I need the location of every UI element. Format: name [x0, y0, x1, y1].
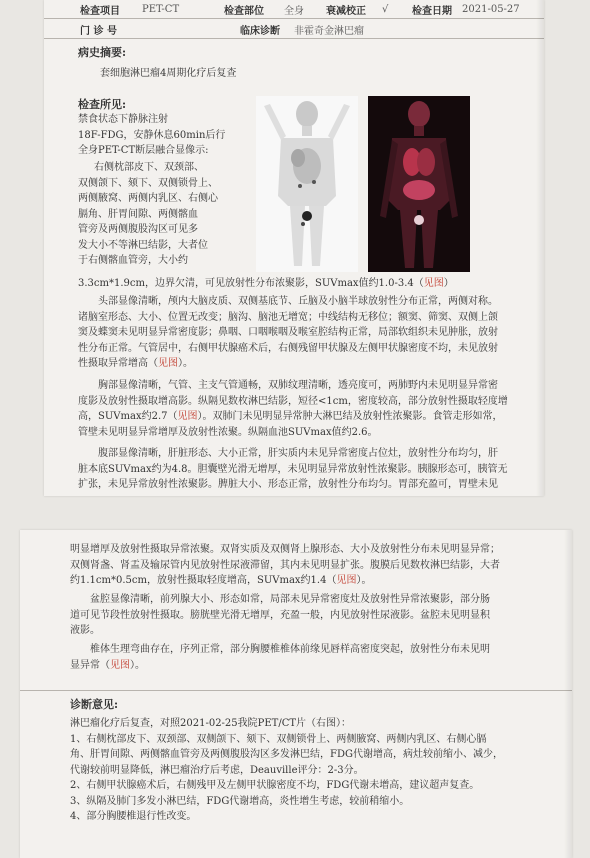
method-text: 禁食状态下静脉注射 18F-FDG，安静休息60min后行 全身PET-CT断层融合显像示: — [78, 114, 226, 156]
header-row — [44, 2, 544, 16]
exam-date-value: 2021-05-27 — [462, 3, 520, 15]
clinical-diagnosis-value: 非霍奇金淋巴瘤 — [294, 25, 364, 37]
spine-findings: 椎体生理弯曲存在，序列正常，部分胸腰椎椎体前缘见唇样高密度突起，放射性分布未见明 显异常（见图）。 — [70, 644, 490, 671]
pet-body-silhouette-icon — [256, 96, 358, 272]
abdomen-findings: 腹部显像清晰，肝脏形态、大小正常，肝实质内未见异常密度占位灶，放射性分布均匀，肝 脏本底SUVmax约为4.8。胆囊壁光滑无增厚，未见明显异常放射性浓聚影。胰腺形态可，胰管无 扩张，未见异常放射性浓聚影。脾脏大小、形态正常，放射性分布均匀。胃部充盈可，胃壁未见 — [78, 448, 508, 490]
report-page-1 — [44, 0, 544, 496]
exam-item-label: 检查项目 — [80, 5, 120, 17]
divider — [20, 690, 572, 691]
exam-date-label: 检查日期 — [412, 5, 452, 17]
pet-fusion-body-icon — [368, 96, 470, 272]
pet-mip-image — [256, 96, 358, 272]
divider — [44, 38, 544, 39]
exam-part-label: 检查部位 — [224, 5, 264, 17]
clinic-number-label: 门 诊 号 — [80, 25, 117, 37]
abdomen-continued: 明显增厚及放射性摄取异常浓聚。双肾实质及双侧肾上腺形态、大小及放射性分布未见明显异常； 双侧肾盏、肾盂及输尿管内见放射性尿液滞留，其内未见明显扩张。腹膜后见数枚淋巴结影，大者 约1.1cm*0.5cm，放射性摄取轻度增高，SUVmax约1.4（见图）。 — [70, 544, 500, 586]
report-page-2 — [20, 530, 572, 858]
exam-part-value: 全身 — [284, 5, 304, 17]
head-findings: 头部显像清晰，颅内大脑皮质、双侧基底节、丘脑及小脑半球放射性分布正常，两侧对称。 诸脑室形态、大小、位置无改变；脑沟、脑池无增宽；中线结构无移位；额窦、筛窦、双侧上颌 窦及蝶窦未见明显异常密度影；鼻咽、口咽喉咽及喉室腔结构正常，局部软组织未见肿胀，放射 性分布正常。气管居中，右侧甲状腺癌术后，右侧残留甲状腺及左侧甲状腺密度不均，未见放射 性摄取异常增高（见图）。 — [78, 296, 498, 369]
lesion-text: 右侧枕部皮下、双颈部、 双侧颌下、颏下、双侧锁骨上、 两侧腋窝、两侧内乳区、右侧心 膈角、肝胃间隙、两侧髂血 管旁及两侧腹股沟区可见多 发大小不等淋巴结影，大者位 于右侧髂血管旁，大小约 — [78, 162, 218, 266]
decay-correction-value: √ — [382, 3, 389, 15]
pelvis-findings: 盆腔显像清晰，前列腺大小、形态如常，局部未见异常密度灶及放射性异常浓聚影，部分肠 道可见节段性放射性摄取。膀胱壁光滑无增厚，充盈一般，内见放射性尿液影。盆腔未见明显积 液影。 — [70, 594, 490, 636]
impression-title: 诊断意见: — [70, 698, 119, 711]
decay-correction-label: 衰减校正 — [326, 5, 366, 17]
pet-fusion-image — [368, 96, 470, 272]
divider — [44, 18, 544, 19]
exam-item-value: PET-CT — [142, 3, 180, 15]
impression-text: 淋巴瘤化疗后复查，对照2021-02-25我院PET/CT片（右图）： 1、右侧枕部皮下、双颈部、双侧颌下、颏下、双侧锁骨上、两侧腋窝、两侧内乳区、右侧心膈 角、肝胃间隙、两侧髂血管旁及两侧腹股沟区多发淋巴结，FDG代谢增高，病灶较前缩小、减少， 代谢较前明显降低，淋巴瘤治疗后考虑，Deauville评分：2-3分。 2、右侧甲状腺癌术后，右侧残甲及左侧甲状腺密度不均，FDG代谢未增高，建议超声复查。 3、纵隔及肺门多发小淋巴结，FDG代谢增高，炎性增生考虑，较前稍缩小。 4、部分胸腰椎退行性改变。 — [70, 718, 503, 822]
findings-title: 检查所见: — [78, 98, 127, 111]
clinical-diagnosis-label: 临床诊断 — [240, 25, 280, 37]
lesion-last-line: 3.3cm*1.9cm，边界欠清，可见放射性分布浓聚影，SUVmax值约1.0-3.4（见图） — [78, 278, 454, 289]
see-image-link: 见图 — [423, 278, 444, 289]
chest-findings: 胸部显像清晰，气管、主支气管通畅，双肺纹理清晰，透亮度可，两肺野内未见明显异常密 度影及放射性摄取增高影。纵隔见数枚淋巴结影，短径<1cm，密度较高，部分放射性摄取轻度增 高，SUVmax约2.7（见图）。双肺门未见明显异常肿大淋巴结及放射性浓聚影。食管走形如常， 管壁未见明显异常增厚及放射性浓聚。纵隔血池SUVmax值约2.6。 — [78, 380, 508, 438]
history-text: 套细胞淋巴瘤4周期化疗后复查 — [100, 68, 237, 79]
history-title: 病史摘要: — [78, 46, 127, 59]
clinic-row — [44, 22, 544, 36]
